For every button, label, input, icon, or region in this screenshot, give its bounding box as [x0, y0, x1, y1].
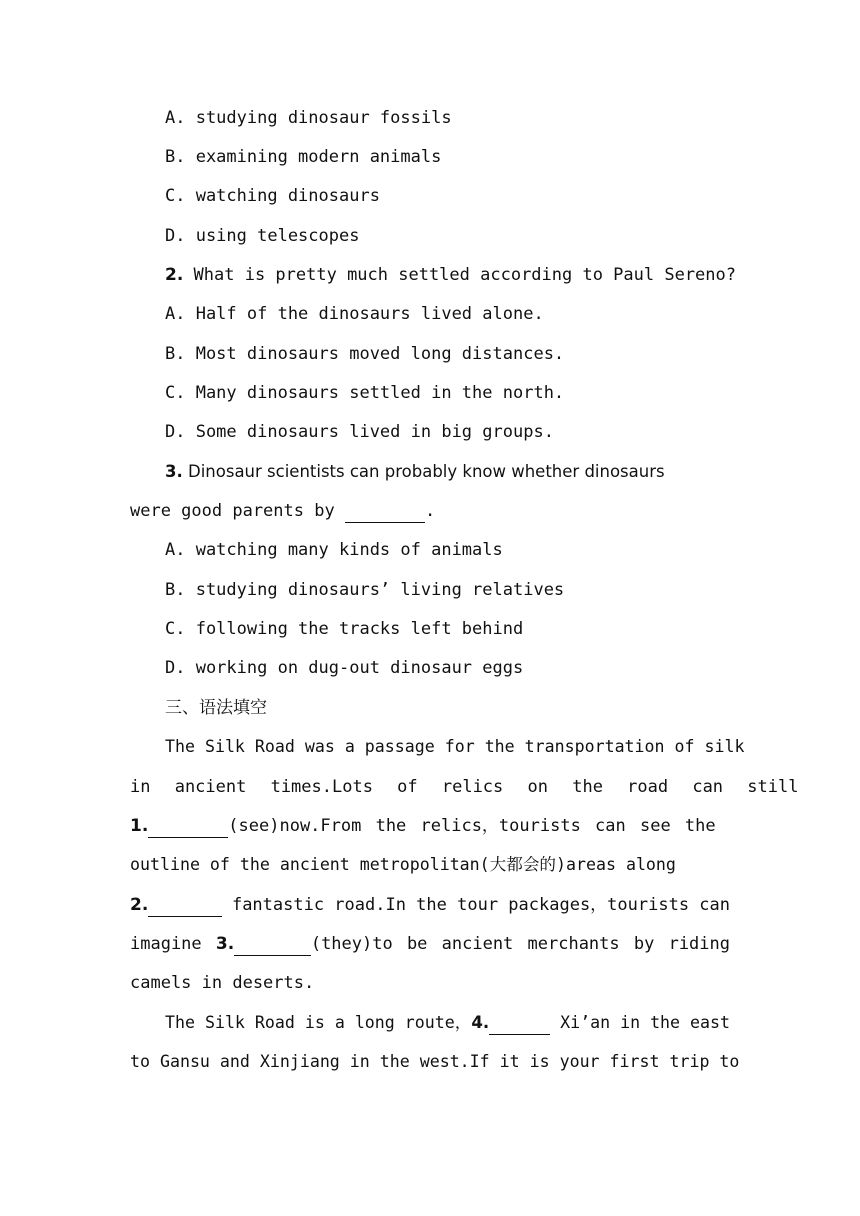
q3-option-d: D. working on dug-out dinosaur eggs	[165, 658, 524, 678]
q2-option-a: A. Half of the dinosaurs lived alone.	[165, 304, 544, 324]
section-heading: 三、语法填空	[165, 698, 267, 718]
p1-line6-text-a: imagine	[130, 934, 202, 954]
q3-option-c: C. following the tracks left behind	[165, 619, 524, 639]
q1-option-a: A. studying dinosaur fossils	[165, 108, 452, 128]
p1-line6-text-b: (they)to be ancient merchants by riding	[310, 934, 730, 954]
q1-option-b: B. examining modern animals	[165, 147, 442, 167]
blank-4-number: 4.	[471, 1013, 490, 1032]
q2-stem-line	[165, 263, 736, 287]
q2-option-b: B. Most dinosaurs moved long distances.	[165, 344, 565, 364]
q2-option-d: D. Some dinosaurs lived in big groups.	[165, 422, 554, 442]
q3-stem-line1	[165, 460, 730, 484]
q1-option-c: C. watching dinosaurs	[165, 186, 380, 206]
p1-line5-text: fantastic road.In the tour packages，tourists can	[231, 895, 730, 915]
q2-number: 2.	[165, 265, 184, 285]
blank-2-number: 2.	[130, 895, 149, 915]
q3-option-a: A. watching many kinds of animals	[165, 540, 503, 560]
blank-1-number: 1.	[130, 816, 149, 836]
p2-line1-text-b: Xi’an in the east	[560, 1013, 730, 1032]
p1-line7: camels in deserts.	[130, 973, 315, 993]
q3-answer-blank[interactable]	[345, 499, 425, 523]
q3-stem-1: Dinosaur scientists can probably know whether dinosaurs	[188, 462, 665, 481]
p1-line2: in ancient times.Lots of relics on the road can still	[130, 777, 799, 797]
q2-option-c: C. Many dinosaurs settled in the north.	[165, 383, 565, 403]
p2-line1	[165, 1011, 730, 1035]
q3-stem-end: .	[424, 501, 436, 521]
p1-line6	[130, 932, 730, 956]
blank-1[interactable]	[148, 814, 228, 838]
blank-3-number: 3.	[215, 934, 235, 954]
p1-line1: The Silk Road was a passage for the transportation of silk	[165, 737, 745, 756]
p2-line1-text-a: The Silk Road is a long route，	[165, 1013, 472, 1032]
q3-stem-2: were good parents by	[130, 501, 335, 521]
q3-stem-line2	[130, 499, 730, 523]
p1-line3	[130, 814, 730, 838]
blank-4[interactable]	[489, 1011, 550, 1035]
blank-2[interactable]	[148, 893, 221, 917]
blank-3[interactable]	[234, 932, 311, 956]
p1-line5	[130, 893, 730, 917]
p2-line2: to Gansu and Xinjiang in the west.If it is your first trip to	[130, 1052, 740, 1071]
q2-stem: What is pretty much settled according to Paul Sereno?	[193, 265, 736, 285]
p1-line3-text: (see)now.From the relics，tourists can see the	[228, 816, 716, 836]
p1-line4: outline of the ancient metropolitan(大都会的)areas along	[130, 855, 676, 874]
q1-option-d: D. using telescopes	[165, 226, 360, 246]
q3-number: 3.	[165, 462, 183, 481]
q3-option-b: B. studying dinosaurs’ living relatives	[165, 580, 565, 600]
